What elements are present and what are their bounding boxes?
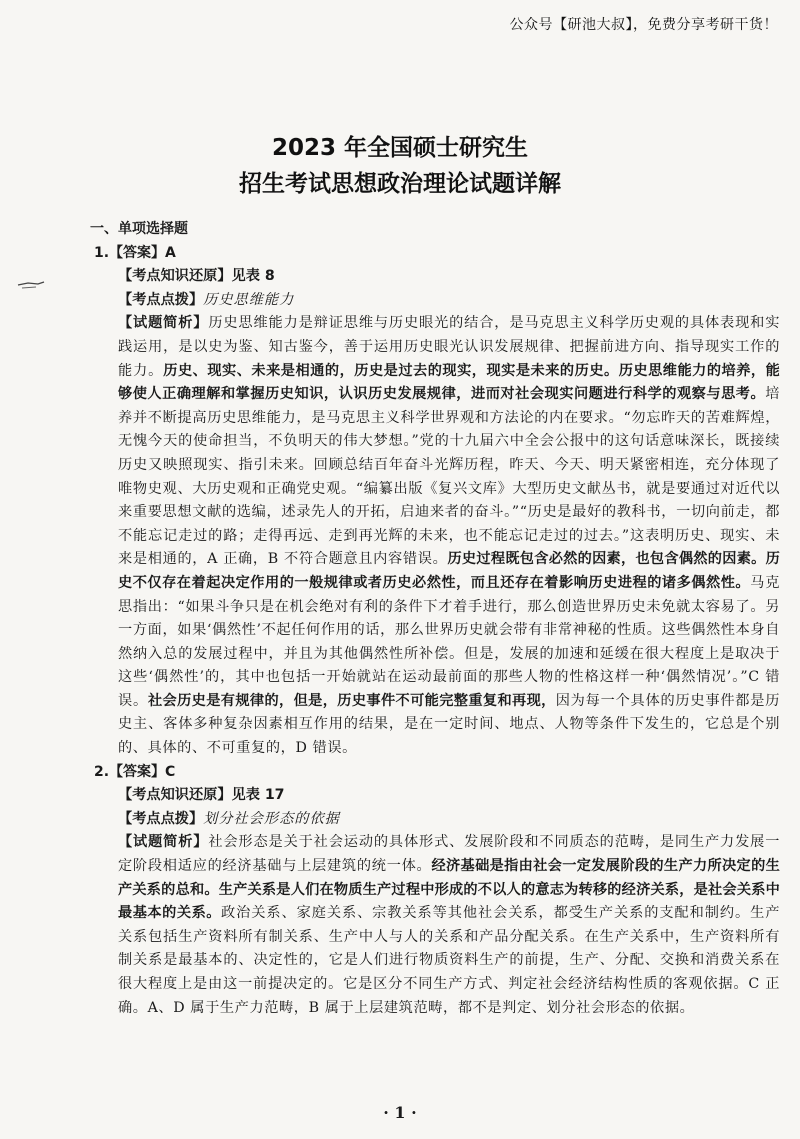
title-block <box>0 130 800 202</box>
analysis-text-2: 政治关系、家庭关系、宗教关系等其他社会关系，都受生产关系的支配和制约。生产关系包括生产资料所有制关系、生产中人与人的关系和产品分配关系。在生产关系中，生产资料所有制关系是最基本的、决定性的，它是人们进行物质资料生产的前提，生产、分配、交换和消费关系在很大程度上是由这一前提决定的。它是区分不同生产方式、判定社会经济结构性质的客观依据。C 正确。A、D 属于生产力范畴，B 属于上层建筑范畴，都不是判定、划分社会形态的依据。 <box>118 905 780 1016</box>
question-1-knowledge-ref: 【考点知识还原】见表 8 <box>118 268 275 285</box>
analysis-text-2: 培养并不断提高历史思维能力，是马克思主义科学世界观和方法论的内在要求。“勿忘昨天的苦难辉煌，无愧今天的使命担当，不负明天的伟大梦想。”党的十九届六中全会公报中的这句话意味深长，既接续历史又映照现实、指引未来。回顾总结百年奋斗光辉历程，昨天、今天、明天紧密相连，充分体现了唯物史观、大历史观和正确党史观。“编纂出版《复兴文库》大型历史文献丛书，就是要通过对近代以来重要思想文献的选编，述录先人的开拓，启迪来者的奋斗。”“历史是最好的教科书，一切向前走，都不能忘记走过的路；走得再远、走到再光辉的未来，也不能忘记走过的过去。”这表明历史、现实、未来是相通的，A 正确，B 不符合题意且内容错误。 <box>118 386 780 568</box>
answer-content <box>90 218 780 1020</box>
analysis-text-3: 马克思指出：“如果斗争只是在机会绝对有利的条件下才着手进行，那么创造世界历史未免就太容易了。另一方面，如果‘偶然性’不起任何作用的话，那么世界历史就会带有非常神秘的性质。这些偶然性本身自然纳入总的发展过程中，并且为其他偶然性所补偿。但是，发展的加速和延缓在很大程度上是取决于这些‘偶然性’的，其中也包括一开始就站在运动最前面的那些人物的性格这样一种‘偶然情况’。”C 错误。 <box>118 574 780 709</box>
analysis-text-1: 历史思维能力是辩证思维与历史眼光的结合，是马克思主义科学历史观的具体表现和实践运用，是以史为鉴、知古鉴今，善于运用历史眼光认识发展规律、把握前进方向、指导现实工作的能力。 <box>118 315 780 379</box>
analysis-text-4: 因为每一个具体的历史事件都是历史主、客体多种复杂因素相互作用的结果，是在一定时间、地点、人物等条件下发生的，它总是个别的、具体的、不可重复的，D 错误。 <box>118 692 780 757</box>
title-line-2: 招生考试思想政治理论试题详解 <box>239 171 561 197</box>
key-point-text: 划分社会形态的依据 <box>203 810 340 827</box>
margin-scribble-mark <box>16 276 46 292</box>
question-1-analysis <box>118 312 780 760</box>
question-2-knowledge-ref: 【考点知识还原】见表 17 <box>118 787 285 804</box>
analysis-label: 【试题简析】 <box>118 834 209 851</box>
key-point-text: 历史思维能力 <box>203 291 295 308</box>
question-2-key-point <box>118 808 780 832</box>
analysis-bold-2: 历史过程既包含必然的因素，也包含偶然的因素。历史不仅存在着起决定作用的一般规律或者历史必然性，而且还存在着影响历史进程的诸多偶然性。 <box>118 551 781 591</box>
title-line-1: 2023 年全国硕士研究生 <box>271 135 529 161</box>
watermark-text: 公众号【研池大叔】，免费分享考研干货！ <box>509 17 778 33</box>
question-1-key-point <box>118 289 780 313</box>
question-2-answer: 2.【答案】C <box>94 763 176 780</box>
analysis-text-1: 社会形态是关于社会运动的具体形式、发展阶段和不同质态的范畴，是同生产力发展一定阶段相适应的经济基础与上层建筑的统一体。 <box>118 834 780 875</box>
analysis-bold-1: 经济基础是指由社会一定发展阶段的生产力所决定的生产关系的总和。生产关系是人们在物质生产过程中形成的不以人的意志为转移的经济关系，是社会关系中最基本的关系。 <box>118 858 780 922</box>
analysis-label: 【试题简析】 <box>118 315 209 332</box>
question-1-answer: 1.【答案】A <box>94 244 176 261</box>
section-heading: 一、单项选择题 <box>90 221 188 237</box>
key-point-label: 【考点点拨】 <box>118 810 204 827</box>
question-2-analysis <box>118 831 780 1020</box>
key-point-label: 【考点点拨】 <box>118 291 204 308</box>
analysis-bold-1: 历史、现实、未来是相通的，历史是过去的现实，现实是未来的历史。历史思维能力的培养，能够使人正确理解和掌握历史知识，认识历史发展规律，进而对社会现实问题进行科学的观察与思考。 <box>118 362 780 403</box>
page-number: · 1 · <box>383 1103 417 1122</box>
analysis-bold-3: 社会历史是有规律的，但是，历史事件不可能完整重复和再现， <box>147 692 556 709</box>
